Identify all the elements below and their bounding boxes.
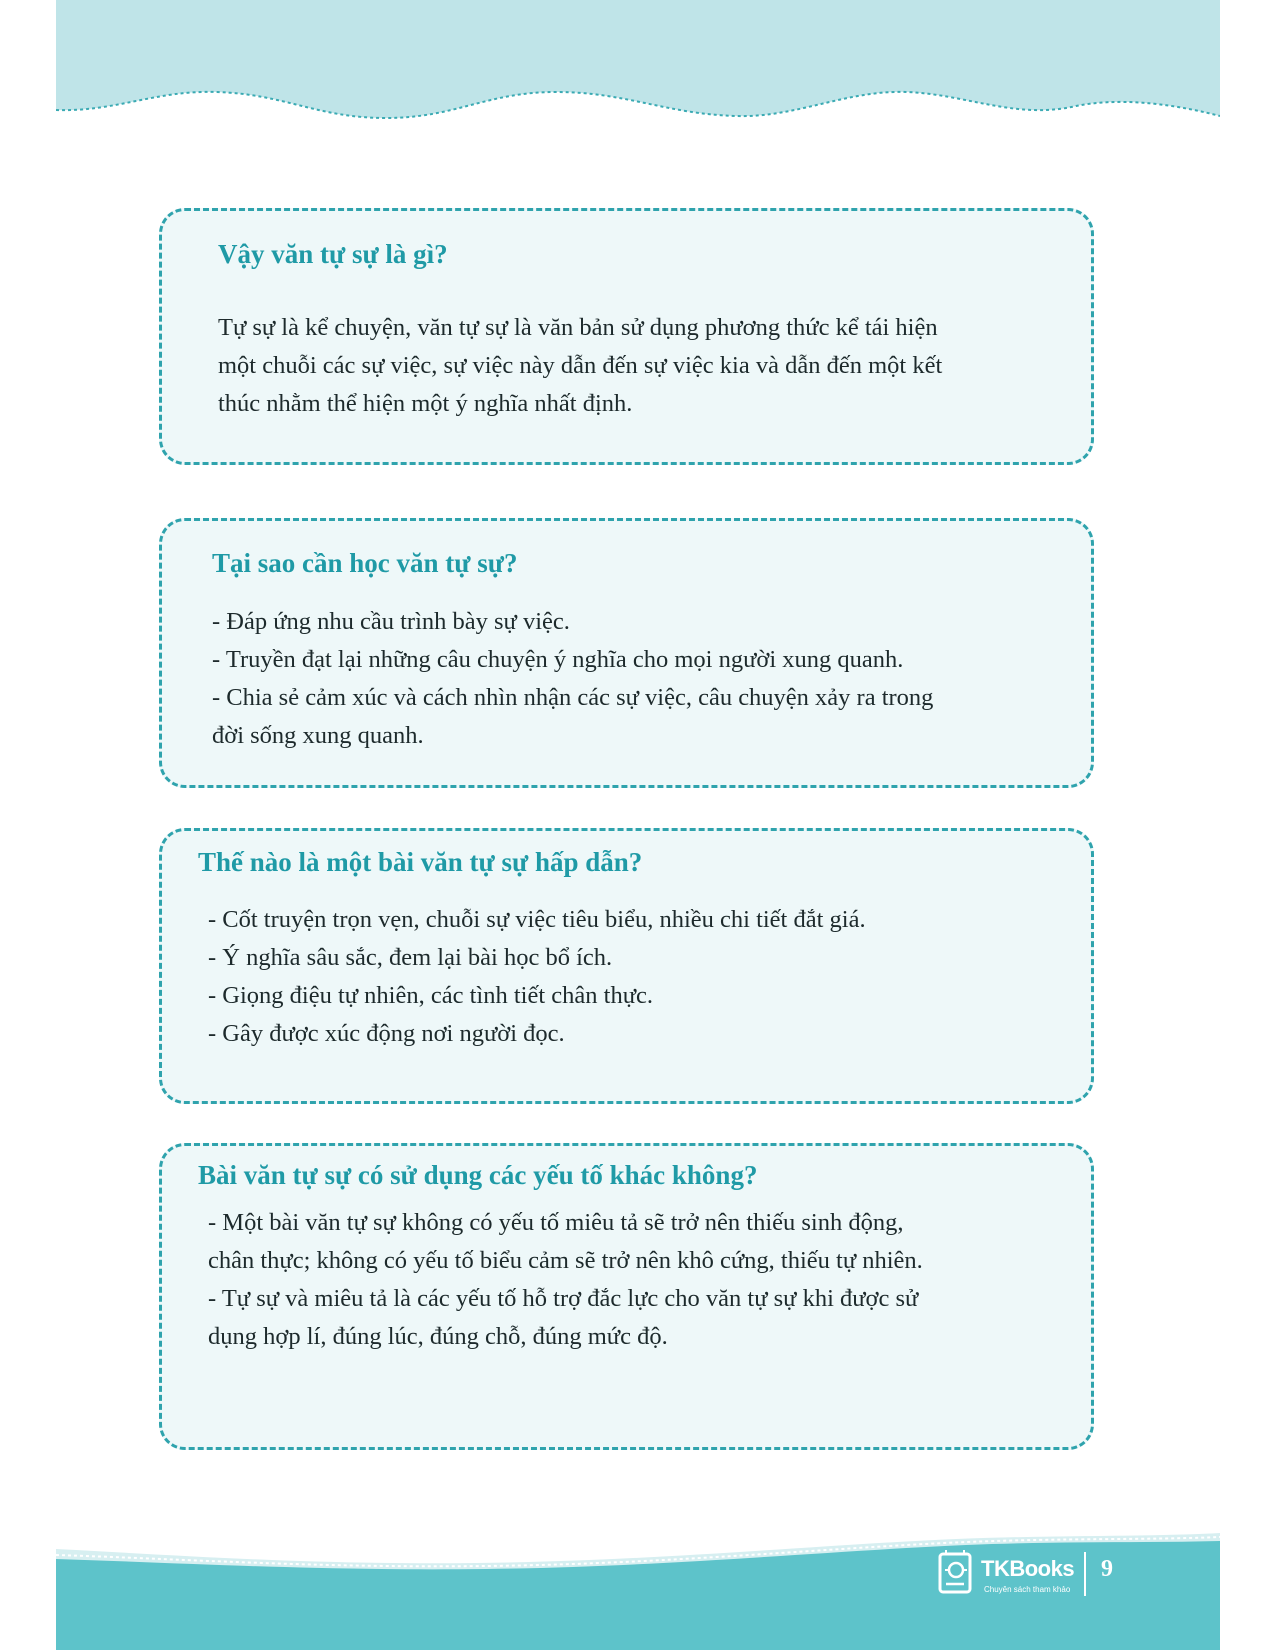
- publisher-brand: [937, 1548, 1132, 1610]
- list-item: chân thực; không có yếu tố biểu cảm sẽ trở nên khô cứng, thiếu tự nhiên.: [208, 1247, 923, 1274]
- list-item: - Chia sẻ cảm xúc và cách nhìn nhận các sự việc, câu chuyện xảy ra trong: [212, 684, 934, 711]
- bullet-list: [208, 901, 1068, 1053]
- header-wave-band: [56, 0, 1220, 130]
- section-card-attractive-essay: [159, 828, 1094, 1104]
- paragraph-line: một chuỗi các sự việc, sự việc này dẫn đến sự việc kia và dẫn đến một kết: [218, 352, 943, 379]
- list-item: - Một bài văn tự sự không có yếu tố miêu tả sẽ trở nên thiếu sinh động,: [208, 1209, 904, 1236]
- brand-name: TKBooks: [981, 1556, 1075, 1581]
- section-title: Bài văn tự sự có sử dụng các yếu tố khác không?: [198, 1160, 758, 1190]
- brand-tagline: Chuyên sách tham khảo: [984, 1585, 1071, 1594]
- list-item: dụng hợp lí, đúng lúc, đúng chỗ, đúng mức độ.: [208, 1323, 668, 1350]
- list-item: đời sống xung quanh.: [212, 722, 424, 749]
- list-item: - Tự sự và miêu tả là các yếu tố hỗ trợ đắc lực cho văn tự sự khi được sử: [208, 1285, 919, 1312]
- section-title: Tại sao cần học văn tự sự?: [212, 548, 518, 578]
- paragraph-line: thúc nhằm thể hiện một ý nghĩa nhất định.: [218, 390, 633, 417]
- list-item: - Ý nghĩa sâu sắc, đem lại bài học bổ ích.: [208, 944, 613, 971]
- list-item: - Cốt truyện trọn vẹn, chuỗi sự việc tiêu biểu, nhiều chi tiết đắt giá.: [208, 906, 866, 933]
- list-item: - Gây được xúc động nơi người đọc.: [208, 1020, 565, 1047]
- section-paragraph: [218, 309, 1048, 423]
- section-card-why-learn: [159, 518, 1094, 788]
- list-item: - Truyền đạt lại những câu chuyện ý nghĩa cho mọi người xung quanh.: [212, 646, 904, 673]
- bullet-list: [208, 1204, 1068, 1356]
- section-title: Vậy văn tự sự là gì?: [218, 239, 448, 269]
- book-logo-icon: [937, 1550, 975, 1596]
- section-card-other-elements: [159, 1143, 1094, 1450]
- bullet-list: [212, 603, 1062, 755]
- page-number: 9: [1101, 1556, 1113, 1582]
- paragraph-line: Tự sự là kể chuyện, văn tự sự là văn bản sử dụng phương thức kể tái hiện: [218, 314, 938, 341]
- list-item: - Giọng điệu tự nhiên, các tình tiết chân thực.: [208, 982, 653, 1009]
- footer-divider: [1084, 1552, 1086, 1596]
- section-card-definition: [159, 208, 1094, 465]
- list-item: - Đáp ứng nhu cầu trình bày sự việc.: [212, 608, 570, 635]
- section-title: Thế nào là một bài văn tự sự hấp dẫn?: [198, 847, 643, 877]
